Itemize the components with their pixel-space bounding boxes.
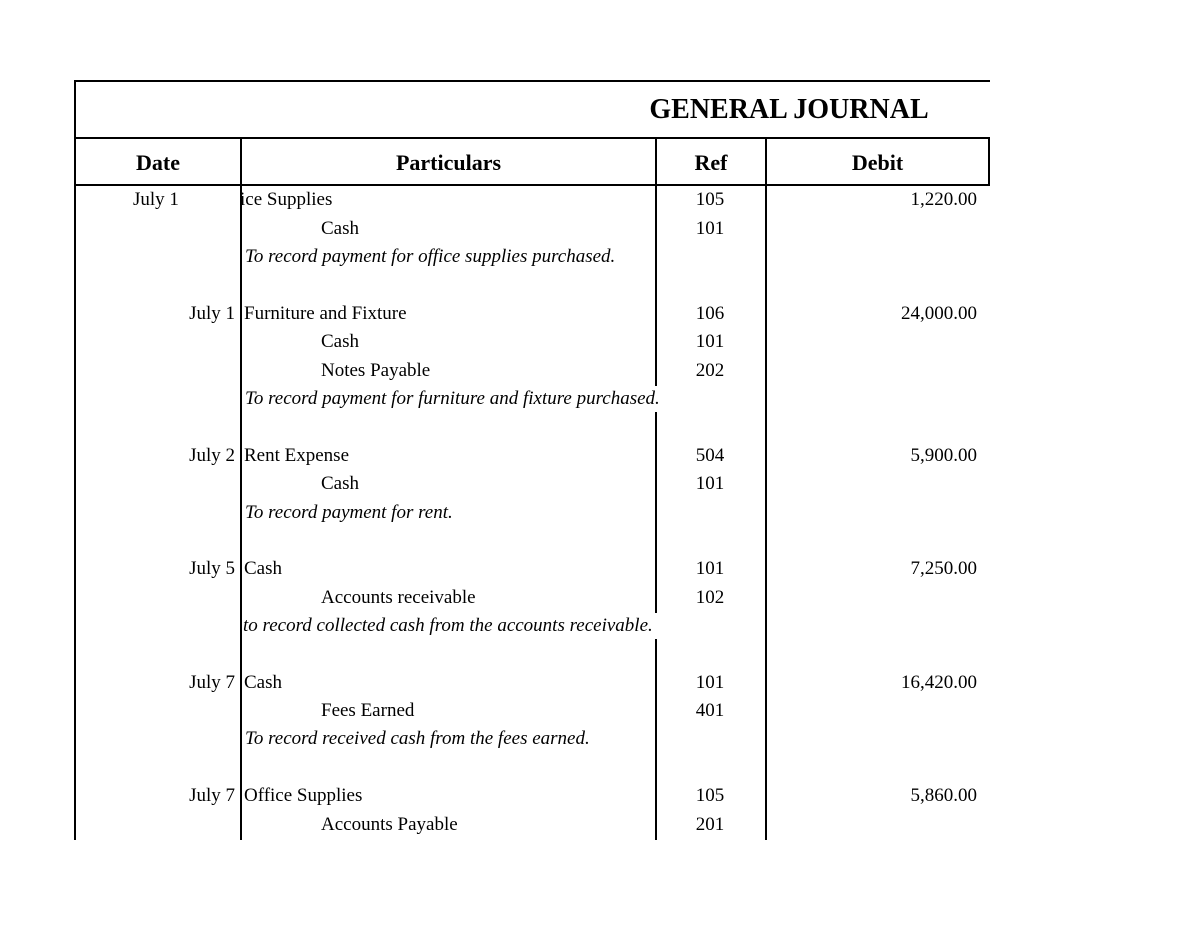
- entry-ref: 101: [695, 558, 725, 579]
- entry-memo: To record payment for office supplies purchased.: [245, 246, 616, 267]
- title-divider: [74, 137, 990, 139]
- entry-debit-account: ice Supplies: [240, 189, 333, 210]
- memo-overflow-gap: [654, 386, 698, 412]
- entry-memo: to record collected cash from the accounts receivable.: [243, 615, 653, 636]
- entry-credit-account: Cash: [321, 473, 359, 494]
- entry-credit-account: Accounts Payable: [321, 814, 458, 835]
- header-debit: Debit: [851, 150, 904, 175]
- ref-debit-divider: [765, 137, 767, 840]
- entry-ref: 105: [695, 785, 725, 806]
- entry-date: July 1: [133, 189, 179, 210]
- entry-memo: To record payment for furniture and fixture purchased.: [245, 388, 660, 409]
- entry-ref: 102: [695, 587, 725, 608]
- entry-ref: 202: [695, 360, 725, 381]
- entry-debit-amount: 1,220.00: [910, 189, 977, 210]
- entry-credit-account: Cash: [321, 218, 359, 239]
- entry-ref: 105: [695, 189, 725, 210]
- entry-credit-account: Notes Payable: [321, 360, 431, 381]
- entry-debit-amount: 16,420.00: [901, 672, 977, 693]
- header-ref: Ref: [694, 150, 728, 175]
- entry-credit-account: Fees Earned: [321, 700, 415, 721]
- entry-ref: 101: [695, 218, 725, 239]
- entry-credit-account: Accounts receivable: [321, 587, 476, 608]
- header-particulars: Particulars: [395, 150, 502, 175]
- entry-debit-account: Rent Expense: [244, 445, 350, 466]
- entry-credit-account: Cash: [321, 331, 359, 352]
- entry-date: July 7: [189, 785, 235, 806]
- entry-debit-account: Furniture and Fixture: [244, 303, 407, 324]
- memo-overflow-gap: [654, 613, 694, 639]
- entry-debit-amount: 7,250.00: [910, 558, 977, 579]
- entry-ref: 101: [695, 672, 725, 693]
- entry-date: July 1: [189, 303, 235, 324]
- entry-ref: 201: [695, 814, 725, 835]
- entry-ref: 101: [695, 473, 725, 494]
- entry-debit-account: Cash: [244, 558, 282, 579]
- entry-debit-account: Office Supplies: [244, 785, 363, 806]
- date-particulars-divider: [240, 137, 242, 840]
- entry-debit-amount: 5,900.00: [910, 445, 977, 466]
- entry-memo: To record received cash from the fees earned.: [245, 728, 590, 749]
- entry-memo: To record payment for rent.: [245, 502, 453, 523]
- journal-title: GENERAL JOURNAL: [649, 94, 929, 125]
- header-date: Date: [136, 150, 180, 175]
- entry-ref: 101: [695, 331, 725, 352]
- entry-ref: 401: [695, 700, 725, 721]
- entry-debit-amount: 24,000.00: [901, 303, 977, 324]
- entry-debit-account: Cash: [244, 672, 282, 693]
- entry-date: July 5: [189, 558, 235, 579]
- top-border: [74, 80, 990, 82]
- entry-date: July 7: [189, 672, 235, 693]
- entry-ref: 106: [695, 303, 725, 324]
- entry-ref: 504: [695, 445, 725, 466]
- entry-debit-amount: 5,860.00: [910, 785, 977, 806]
- entry-date: July 2: [189, 445, 235, 466]
- debit-right-divider: [988, 137, 990, 185]
